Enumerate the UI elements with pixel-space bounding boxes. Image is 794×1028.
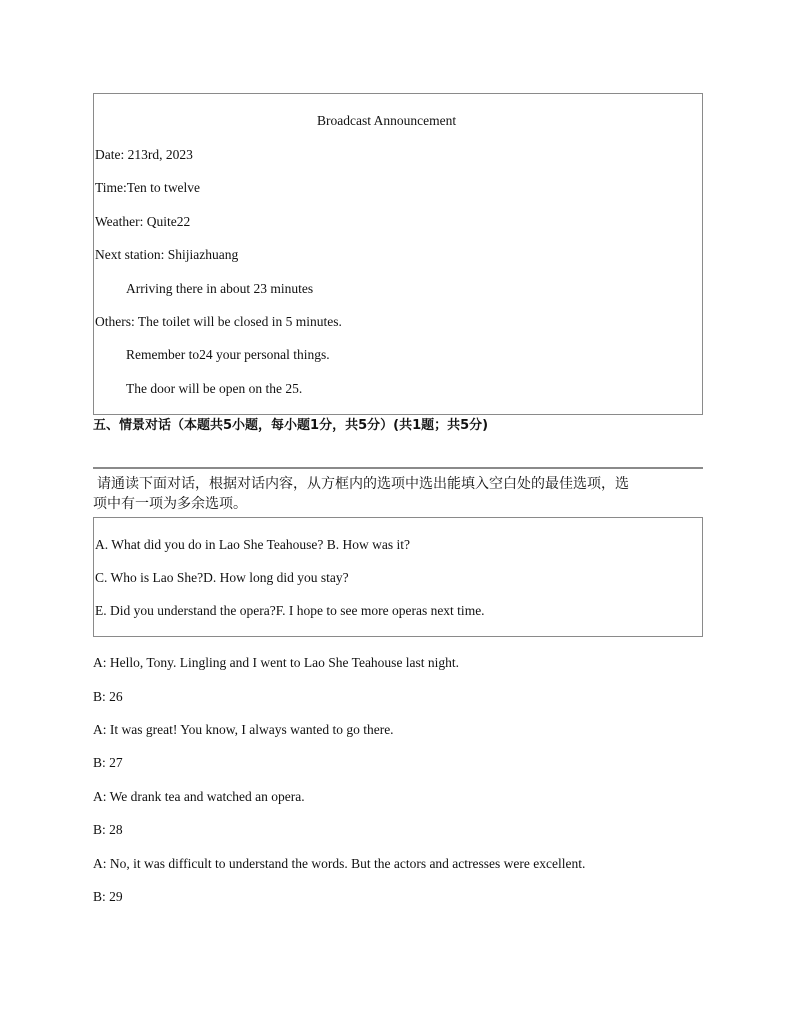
broadcast-door: The door will be open on the 25. — [126, 381, 303, 396]
dialogue-line: A: No, it was difficult to understand the words. But the actors and actresses were excellent. — [93, 856, 586, 871]
broadcast-others: Others: The toilet will be closed in 5 minutes. — [95, 314, 342, 329]
broadcast-weather: Weather: Quite22 — [95, 214, 191, 229]
broadcast-date: Date: 213rd, 2023 — [95, 147, 193, 162]
broadcast-arriving: Arriving there in about 23 minutes — [126, 281, 314, 296]
broadcast-remember: Remember to24 your personal things. — [126, 347, 330, 362]
instruction-line-1: 请通读下面对话，根据对话内容，从方框内的选项中选出能填入空白处的最佳选项，选 — [97, 476, 629, 492]
broadcast-next-station: Next station: Shijiazhuang — [95, 247, 239, 262]
dialogue-line: B: 29 — [93, 889, 123, 904]
dialogue-line: A: Hello, Tony. Lingling and I went to Lao She Teahouse last night. — [93, 655, 460, 670]
options-line-1: A. What did you do in Lao She Teahouse? B. How was it? — [95, 537, 411, 552]
section-heading: 五、情景对话（本题共5小题，每小题1分，共5分）(共1题；共5分) — [93, 418, 489, 433]
instruction-line-2: 项中有一项为多余选项。 — [93, 496, 247, 512]
dialogue-line: B: 27 — [93, 755, 123, 770]
dialogue-line: A: It was great! You know, I always wanted to go there. — [93, 722, 394, 737]
dialogue-line: A: We drank tea and watched an opera. — [93, 789, 305, 804]
options-line-2: C. Who is Lao She?D. How long did you stay? — [95, 570, 349, 585]
broadcast-title: Broadcast Announcement — [317, 113, 457, 128]
dialogue-line: B: 28 — [93, 822, 123, 837]
broadcast-time: Time:Ten to twelve — [95, 180, 201, 195]
dialogue-line: B: 26 — [93, 689, 123, 704]
options-line-3: E. Did you understand the opera?F. I hope to see more operas next time. — [95, 603, 485, 618]
section-divider — [93, 467, 703, 469]
